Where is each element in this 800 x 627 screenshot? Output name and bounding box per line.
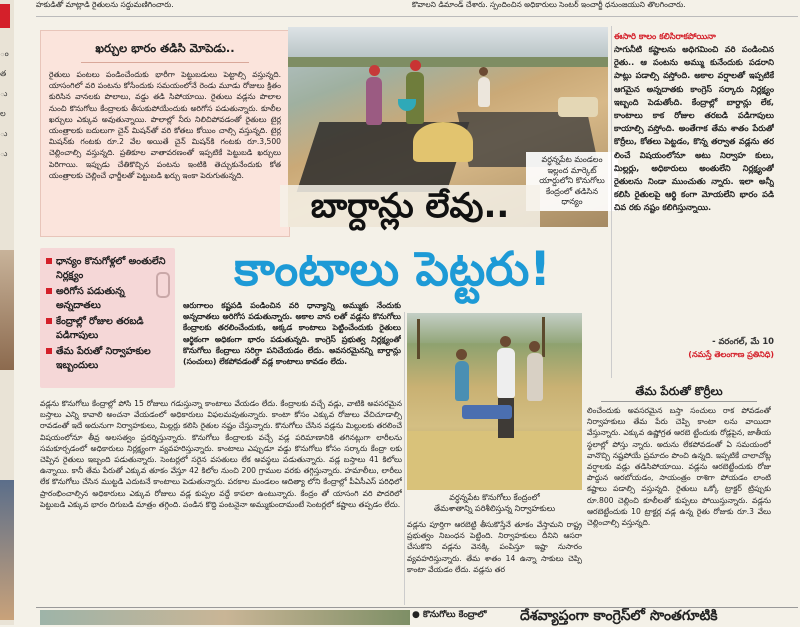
- photo1-caption-line: ఇల్లంద మార్కెట్: [547, 165, 597, 175]
- mid-column-text: వడ్లను పూర్తిగా ఆరబెట్టి తీసుకొస్తేనే తూకం వేస్తామని రాష్ట్ర ప్రభుత్వం నిబంధన పెట్టింది. నిర్వాహకులు దీనిని ఆసరా చేసుకొని వడ్లను వెనక్కి పంపిస్తూ ఇష్టా నుసారం వ్యవహరిస్తున్నారు. తేమ శాతం 14 ఉన్నా సాకులు చెప్పి కాంటా వేయడం లేదు. వడ్లను తర: [407, 520, 582, 574]
- top-strip-right: కొవాలని డిమాండ్ చేశారు. స్పందించిన అధికారులు సెంటర్ ఇంచార్జీ ధనుంజయుని తొలగించారు.: [412, 0, 686, 9]
- lead-paragraph: ఆరుగాలం కష్టపడి పండించిన వరి ధాన్యాన్ని అమ్ముకు నేందుకు అన్నదాతలు అరిగోస పడుతున్నారు. అకాల వాన లతో వడ్లను కొనుగోలు కేంద్రాలకు తరలించేందుకు, అక్కడ కాంటాలు పెట్టించేందుకు రైతులు ఆర్థికంగా అధికంగా భారం పడుతున్నది. కాంగ్రెస్ ప్రభుత్వ నిర్లక్ష్యంతో కొనుగోలు కేంద్రాలు సరిగ్గా పనిచేయడం లేదు. అవసరమైనన్ని బార్దాన్లు (సంచులు) లేకపోవడంతో వడ్ల కాంటాలు కావడం లేదు.: [183, 301, 401, 367]
- divider-v1: [611, 26, 612, 378]
- edge-letter: ల: [0, 109, 6, 118]
- moisture-check-photo: [407, 313, 582, 490]
- headline-line1: బార్దాన్లు లేవు..: [280, 185, 540, 227]
- photo1-caption-line: యార్డులోని కొనుగోలు: [539, 176, 605, 185]
- highlights-box: [40, 248, 175, 388]
- photo2-caption-line: తేమశాతాన్ని పరిశీలిస్తున్న నిర్వాహకులు: [433, 504, 556, 513]
- sidebar-text: రైతులు పంటలు పండించేందుకు భారీగా పెట్టుబడులు పెట్టాల్సి వస్తున్నది. యాసంగిలో వరి పంటను కోసేందుకు సమయంలోనే రెండు మూడు రోజులు క్రితం కురిసిన వానలకు పొలాలు, వడ్డు తడి సిపోయాయి. రైతులు వడ్లను పొలాల నుంచి కొనుగోలు కేంద్రాలకు తీసుకుపోయేందుకు అరిగోస పడుతున్నారు. కూలీల ఖర్చులు ఎక్కువ అవుతున్నాయి. పొలాల్లో నీరు నిలిచిపోవడంతో రైతులు టైర్ల యంత్రాలకు బదులుగా చైన్ మిషన్‌తో వరి కోతలు కోయిం చాల్సి వస్తున్నది. టైర్ల మిషన్‌కు గంటకు రూ.2 వేల అయితే చైన్ మిషన్‌కి గంటకు రూ.3,500 చెల్లించాల్సి వస్తున్నది. ప్రతికూల వాతావరణంతో ఇప్పటికే పెట్టుబడి ఖర్చులు పెరిగాయి. ఇప్పుడు చేతికొచ్చిన పంటను ఇంటికి తెచ్చుకునేందుకు కోత యంత్రాలకు చెల్లించే ఛార్జీలతో పెట్టుబడి ఖర్చు ఇంకా పెరుగుతున్నది.: [49, 70, 281, 180]
- photo1-caption-line: వర్ధన్నపేట మండలం: [541, 155, 603, 164]
- edge-letter: ు: [0, 89, 8, 98]
- moisture-sub-box: [583, 383, 775, 605]
- moisture-sub-text: లించేందుకు అవసరమైన బస్తా సంచులు రాక పోవడంతో నిర్వాహకులు తేమ పేరు చెప్పి కాంటా లను వాయిదా వేస్తున్నారు. ఎక్కువ ఉష్ణోగ్రత ఆరబె ట్టేందుకు రోడ్లపైన, జాతీయ స్థలాల్లో పోస్తు న్నారు. అదును లేకపోవడంతో ఏ సమయంలో వానొచ్చి నష్టపోయే ప్రమాదం పొంచి ఉన్నది. ఇప్పటికే చాలాచోట్ల వర్షాలకు వడ్లు తడిసిపోయాయి. వడ్లను ఆరబెట్టేందుకు రోజు పొద్దున ఆరబోయడం, సాయంత్రం రాశిగా పోయడం లాంటి కష్టాలు పడాల్సి వస్తున్నది. రైతులు ఒక్కో ట్రాక్టర్ ట్రిప్పుకు రూ.800 చెల్లించి కూలీలతో కుప్పలు పోయిస్తున్నారు. వడ్లను ఆరబెట్టేందుకు 10 ట్రాక్టర్ల వడ్ల ఉన్న రైతు రోజుకు రూ.3 వేలు చెల్లించాల్సి వస్తున్నది.: [587, 406, 771, 528]
- right-column: [614, 30, 774, 382]
- right-column-text: సాగునీటి కష్టాలను అధిగమించి వరి పండించిన రైతు.. ఆ పంటను అమ్ము కునేందుకు పడరాని పాట్లు పడాల్సి వస్తోంది. అకాల వర్షాలతో ఇప్పటికే ఆగమైన అన్నదాతకు కాంగ్రెస్ సర్కారు నిర్లక్ష్యం ఇబ్బంది పెడుతోంది. కేంద్రాల్లో బార్దాన్లు లేక, కాంటాలు కాక రోజుల తరబడి పడిగాపులు కాయాల్సి వస్తోంది. అంతేగాక తేమ శాతం పేరుతో కొర్రీలు, కోతలు పెట్టడం, కొన్న తర్వాత వడ్లను తర లించే విషయంలోనూ అటు నిర్వాహ కులు, మిల్లర్లు, అధికారులు అంతులేని నిర్లక్ష్యంతో రైతులను నిండా ముంచుతు న్నారు. ఇలా అన్నీ కలిసి రైతులపై ఆర్థి కంగా మోయలేని భారం పడి చివ రకు నష్టం కలిగిస్తున్నాయి.: [614, 44, 774, 213]
- edge-letter: ు: [0, 149, 8, 158]
- left-edge-strip: [0, 0, 14, 625]
- photo2-caption: [407, 490, 582, 514]
- divider-v2: [404, 312, 405, 605]
- photo1-caption-line: ధాన్యం: [561, 197, 583, 206]
- sidebar-heading: ఖర్చుల భారం తడిసి మోపెడు..: [81, 41, 249, 63]
- photo1-caption-line: కేంద్రంలో తడిసిన: [545, 186, 599, 196]
- top-strip-left: హకుడితో మాట్లాడి రైతులను సద్దుమణిగించారు.: [36, 0, 174, 9]
- photo2-caption-line: వర్ధన్నపేట కొనుగోలు కేంద్రంలో: [449, 493, 540, 502]
- moisture-sub-heading: తేమ పేరుతో కొర్రీలు: [601, 383, 757, 402]
- edge-letter: ం: [0, 49, 9, 58]
- right-column-heading: ఈసారి కాలం కలిసిరాకపోయినా: [614, 31, 716, 41]
- highlight-item: ధాన్యం కొనుగోళ్లలో అంతులేని నిర్లక్ష్యం: [46, 255, 169, 282]
- sidebar-box: [40, 30, 290, 237]
- main-article-text: వడ్లను కొనుగోలు కేంద్రాల్లో పోసి 15 రోజులు గడుస్తున్నా కాంటాలు వేయడం లేదు. కేంద్రాలకు వచ్చే వడ్లు, వాటికి అవసరమైన బస్తాలు ఎన్ని కావాలి అంచనా వేయడంలో అధికారులు విఫలమవుతున్నారు. కాంటా కోసం ఎక్కువ రోజులు వేచిచూడాల్సి రావడంతో ఇదే అదునుగా నిర్వాహకులు, మిల్లర్లు కలిసి రైతుల నష్టం చేస్తున్నారు. కొనుగోలు చేసిన వడ్లను మిల్లులకు తరలించే విషయంలోనూ తీవ్ర అలసత్వం ప్రదర్శిస్తున్నారు. కొనుగోలు కేంద్రాలకు వచ్చే వడ్ల పరిమాణానికి తగినట్లుగా లారీలను సమకూర్చడంలో అధికారులు నిర్లక్ష్యంగా వ్యవహరిస్తున్నారు. కాంటాలు ఎప్పుడూ వడ్డు కొనుగోలు కోసం సర్కారు కేంద్రా లకు చెప్పిన రైతులు ఇబ్బంది పడుతున్నారు. సెంటర్లలో సరైన వసతులు లేక అవస్థలు పడుతున్నారు. వడ్ల బస్తాలు 41 కిలోలు ఉన్నాయి. కానీ తేమ పేరుతో ఎక్కువ తూకం వేస్తూ 42 కిలోల నుంచి 200 గ్రాముల వరకు తగ్గిస్తున్నారు. హమాలీలు, లారీలు లేక కొనుగోలు చేసిన ముట్టడి ఎదుటనే కాంటాలు పెడుతున్నారు. పరకాల మండలం ఆదిత్యా లోని కేంద్రాల్లో పీఏసీఎస్ పరిధిలో ప్రారంభించాల్సిన అధికారులు ఎక్కువ రోజులు వడ్ల కుప్పల వద్దే కాపలా ఉంటున్నారు. కేంద్రం తో యాసంగి వరి పొదరిలో పెట్టుబడి ఎక్కువ భారం దిగుబడి మాత్రం తగ్గింది. పండిన కొద్ది పంటనైనా అమ్ముకుందామంటే సెంటర్లలో కష్టాలు తప్పడం లేదు.: [40, 399, 402, 509]
- edge-letter: ు: [0, 129, 8, 138]
- edge-letter: త: [0, 69, 7, 78]
- top-divider: [36, 16, 798, 17]
- bullet-box-ornament-icon: [156, 272, 170, 298]
- reporter-credit: (నమస్తే తెలంగాణ ప్రతినిధి): [688, 350, 774, 359]
- highlight-item: తేమ పేరుతో నిర్వాహకుల ఇబ్బందులు: [46, 345, 169, 372]
- bottom-photo-strip: [40, 610, 410, 625]
- highlight-item: కేంద్రాల్లో రోజుల తరబడి పడిగాపులు: [46, 315, 169, 342]
- highlight-item: అరిగోస పడుతున్న అన్నదాతలు: [46, 285, 169, 312]
- headline-line2: కాంటాలు పెట్టరు!: [234, 242, 551, 297]
- bottom-teaser-right: దేశవ్యాప్తంగా కాంగ్రెస్‌లో సొంతగూటికి: [520, 608, 718, 624]
- dateline: - వరంగల్, మే 10: [712, 336, 774, 346]
- bottom-teaser-left: ● కొనుగోలు కేంద్రాలో: [412, 610, 487, 620]
